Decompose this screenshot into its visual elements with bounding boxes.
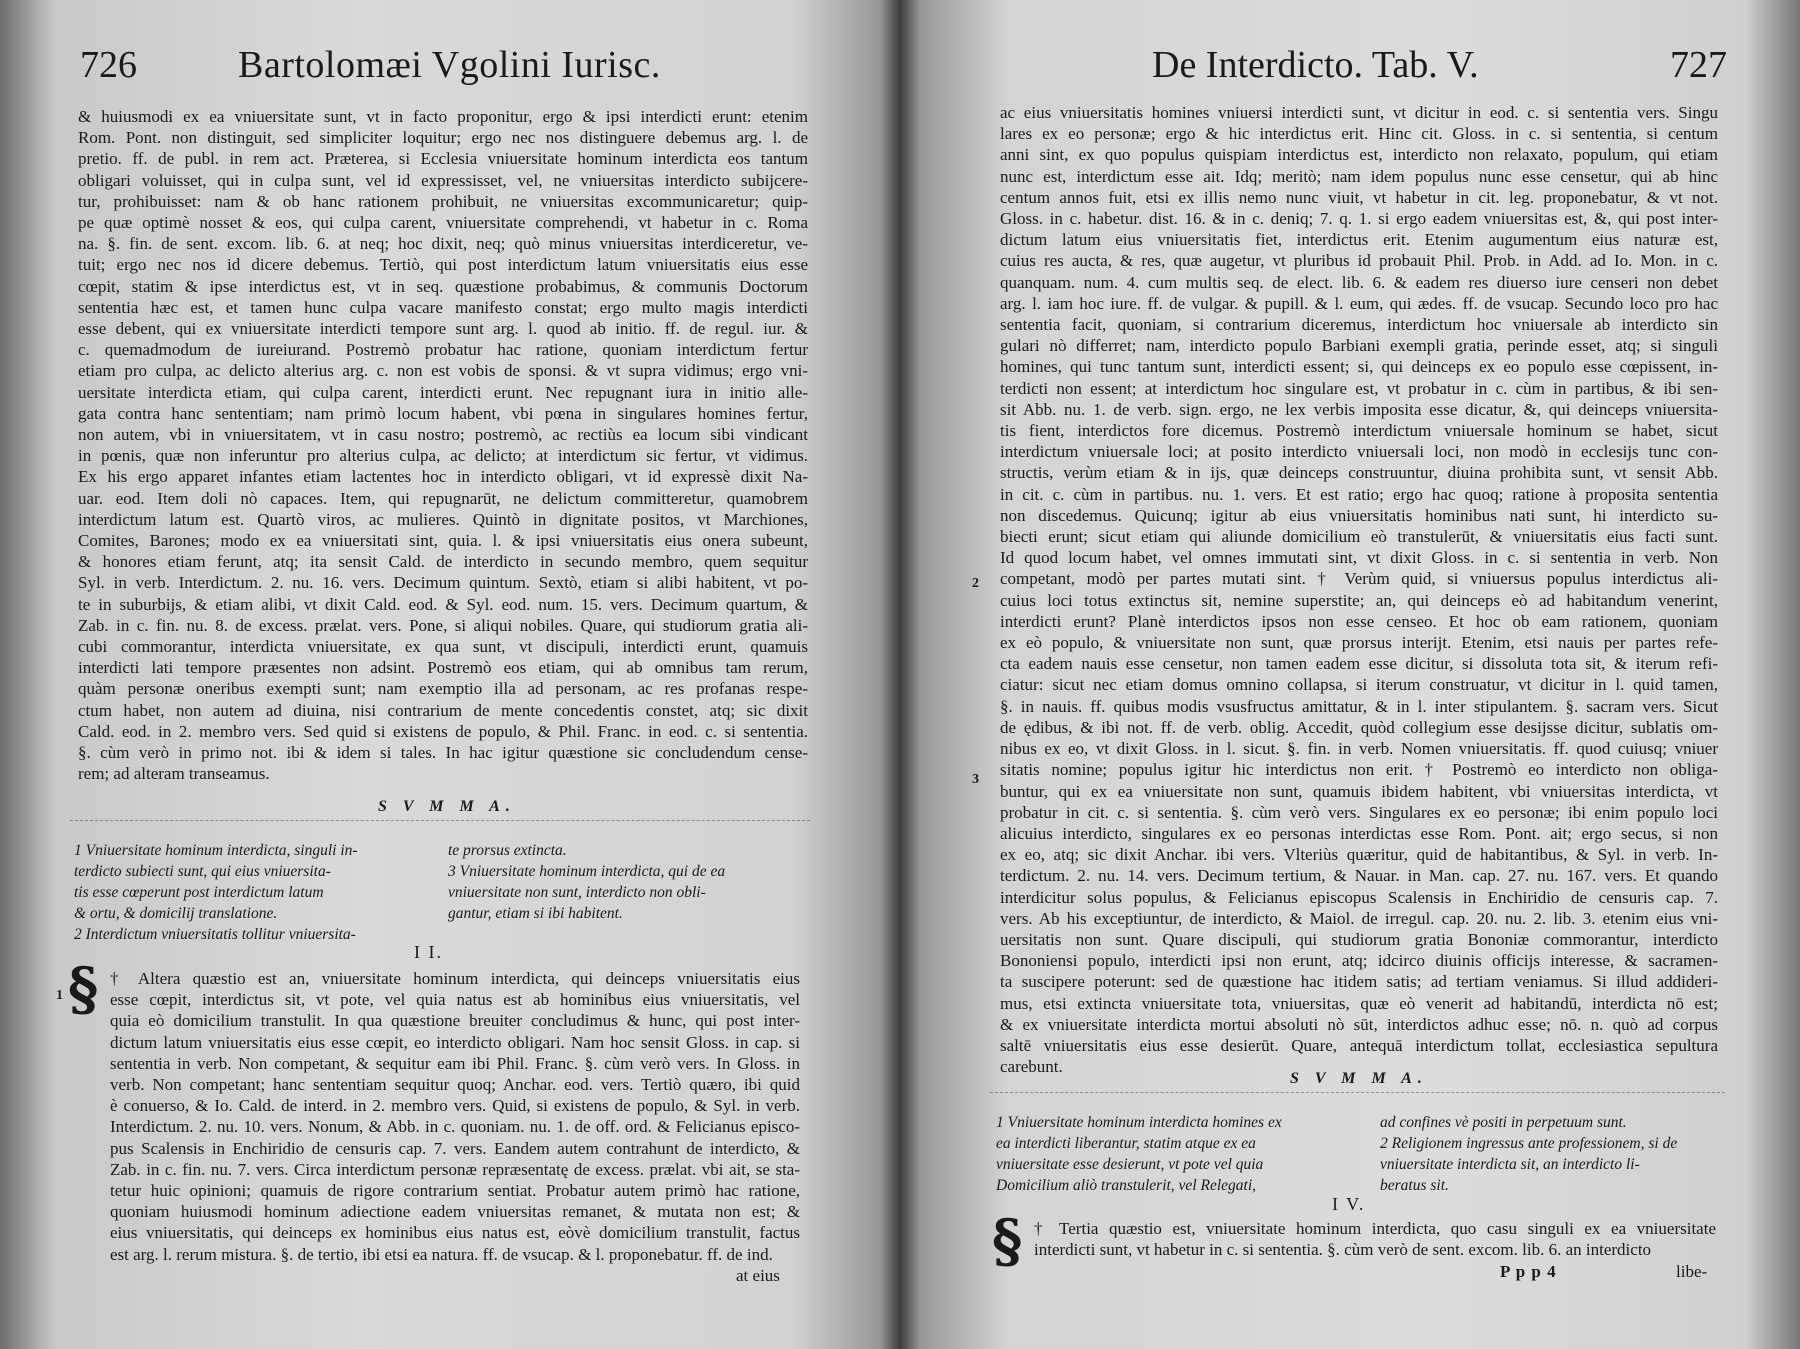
text-line: quàm personæ oneribus exempti sunt; nam exemptio illa ad personam, ac res profanas respe-: [78, 679, 808, 699]
text-line: interdicitur solus populus, & Felicianus episcopus Scalensis in Enchiridio de censuris cap. 7.: [1000, 887, 1718, 907]
text-line: uersitatis non sunt. Quare discipuli, qui studiorum gratia Bononiæ commorantur, interdicto: [1000, 929, 1718, 949]
text-line: cœpit, statim & ipse interdictus est, vt in seq. quæstione probabimus, & communis Doctorum: [78, 276, 808, 296]
text-line: Comites, Barones; modo ex ea vniuersitati sint, quia. l. & ipsi vniuersitatis eius onera subeunt,: [78, 531, 808, 551]
summa-line: beratus sit.: [1380, 1177, 1449, 1194]
text-line: Zab. in c. fin. nu. 7. vers. Circa interdictum personæ repræsentatę de excess. prælat. vbi ait, se sta-: [110, 1159, 800, 1179]
text-line: tuit; ergo nec nos id dicere debemus. Tertiò, qui post interdictum latum vniuersitatis eius esse: [78, 255, 808, 275]
text-line: & huiusmodi ex ea vniuersitate sunt, vt in facto proponitur, ergo & ipsi interdicti erunt: etenim: [78, 107, 808, 126]
summa-line: Domicilium aliò transtulerit, vel Relegati,: [996, 1177, 1257, 1194]
right-section-text: [1034, 1218, 1716, 1260]
text-line: lares ex eo personæ; ergo & hic interdictus erit. Hinc cit. Gloss. in c. si sententia, si centum: [1000, 124, 1718, 144]
text-line: in cit. c. cùm in partibus. nu. 1. vers. Et est ratio; ergo hac quoq; ratione à proposita sententia: [1000, 484, 1718, 504]
summa-line: 3 Vniuersitate hominum interdicta, qui de ea: [448, 863, 726, 880]
text-line: cuius res aucta, & res, quæ augetur, vt pluribus id probauit Phil. Prob. in Add. ad Io. Mon. in c.: [1000, 251, 1718, 271]
text-line: nunc est, interdictum esse ait. Idq; meritò; nam idem populus nunc esse censetur, qui ab hinc: [1000, 166, 1718, 186]
right-summa-column-1: [996, 1112, 1376, 1196]
right-signature-mark: P p p 4: [1500, 1262, 1557, 1281]
summa-line: tis esse cœperunt post interdictum latum: [74, 884, 324, 901]
text-line: pus Scalensis in Enchiridio de censuris cap. 7. vers. Eandem autem contrahunt de interdicto, &: [110, 1138, 800, 1158]
text-line: Ex his ergo apparet infantes etiam lactentes hoc in interdicto obligari, vt id expressè dixit Na-: [78, 467, 808, 487]
summa-line: vniuersitate interdicta sit, an interdicto li-: [1380, 1156, 1640, 1173]
summa-line: vniuersitate esse desierunt, vt pote vel quia: [996, 1156, 1264, 1173]
text-line: Id quod locum habet, vel omnes immutati sint, vt dixit Gloss. in c. si sententia in verb. Non: [1000, 548, 1718, 568]
text-line: interdictum latum est. Quartò viros, ac mulieres. Quintò in dignitate positos, vt Marchiones,: [78, 509, 808, 529]
text-line: §. cùm verò in primo not. ibi & idem si tales. In hac igitur quæstione sic concludendum cense-: [78, 743, 808, 763]
text-line: tetur huic opinioni; quamuis de rigore contrarium sentiat. Probatur autem primò hac ratione,: [110, 1181, 800, 1201]
summa-line: ea interdicti liberantur, statim atque ex ea: [996, 1135, 1256, 1152]
text-line: mus, etsi extincta vniuersitate tota, vniuersitas, quæ eò venerit ad habitandū, interdicta nō est;: [1000, 993, 1718, 1013]
left-summa-rule: [70, 820, 810, 821]
left-paragraph-sign: §: [68, 955, 99, 1023]
text-line: biecti erunt; sicut etiam qui aliunde domicilium eò transtulerūt, & vniuersitatis eius facti sunt.: [1000, 527, 1718, 547]
text-line: non discedemus. Quicunq; igitur ab eius vniuersitatis hominibus nati sunt, hi interdicto su-: [1000, 505, 1718, 525]
summa-line: terdicto subiecti sunt, qui eius vniuersita-: [74, 863, 331, 880]
left-section-number: I I.: [414, 942, 443, 962]
text-line: ex eò populo, & vniuersitate non sunt, quæ prorsus interijt. Etenim, etsi nauis per partes refe-: [1000, 633, 1718, 653]
text-line: sit Abb. nu. 1. de verb. sign. ergo, ne lex verbis imposita esse dicatur, &, qui deinceps vniuersita-: [1000, 399, 1718, 419]
text-line: interdictum vniuersale loci; at posito interdicto vniuersali loci, non modò in ecclesijs tunc con-: [1000, 442, 1718, 462]
text-line: sententia facit, quoniam, si contrarium diceremus, interdictum hoc vniuersale ab interdicto sin: [1000, 315, 1718, 335]
text-line: Cald. eod. in 2. membro vers. Sed quid si existens de populo, & Phil. Franc. in eod. c. si sententia.: [78, 721, 808, 741]
text-line: saltē vniuersitatis eius esse desierūt. Quare, antequā interdictum tollat, ecclesiastica sepultura: [1000, 1035, 1718, 1055]
text-line: uersitate interdicta etiam, qui culpa carent, interdicti erunt. Nec repugnant iura in initio alle-: [78, 382, 808, 402]
text-line: structis, verùm etiam & in ijs, quæ deinceps construuntur, diuina prohibita sunt, vt sensit Abb.: [1000, 463, 1718, 483]
text-line: obligari voluisset, qui in culpa sunt, vel id expressisset, vel, ne vniuersitas interdicto subijcere-: [78, 170, 808, 190]
text-line: gata contra hanc sententiam; nam primò locum habent, vbi pœna in singulares homines fertur,: [78, 403, 808, 423]
text-line: carebunt.: [1000, 1057, 1063, 1077]
text-line: Rom. Pont. non distinguit, sed simpliciter loquitur; ergo nec nos distinguere debemus arg. l. de: [78, 128, 808, 148]
text-line: interdicti erunt? Planè interdictos ipsos non esse censeo. Et hoc ob eam rationem, quoniam: [1000, 611, 1718, 631]
text-line: vers. Ab his exceptiuntur, de interdicto, & Maiol. de irregul. cap. 20. nu. 2. lib. 3. etenim eius vni-: [1000, 908, 1718, 928]
text-line: tis fient, interdictos fore dicemus. Postremò interdictum vniuersale hominum se habet, sicut: [1000, 421, 1718, 441]
text-line: cta eadem nauis esse censetur, non tamen eadem esse dicitur, si dissoluta tota sit, & iterum refi-: [1000, 654, 1718, 674]
summa-line: vniuersitate non sunt, interdicto non obli-: [448, 884, 706, 901]
text-line: est arg. l. rerum mistura. §. de tertio, ibi etsi ea natura. ff. de vsucap. & l. proponebatur. ff. de ind.: [110, 1244, 773, 1264]
right-summa-title: S V M M A.: [1290, 1070, 1428, 1087]
text-line: eius vniuersitatis, qui deinceps ex hominibus eius natus est, eòvè domicilium transtulit, factus: [110, 1223, 800, 1243]
text-line: esse debent, qui ex vniuersitate interdicti tempore sunt arg. l. quod ab initio. ff. de regul. iur. &: [78, 319, 808, 339]
text-line: in pœnis, quæ non inferuntur pro alterius culpa, ac delicto; at interdictum sic fertur, vt vidimus.: [78, 446, 808, 466]
text-line: Gloss. in c. habetur. dist. 16. & in c. deniq; 7. q. 1. si ergo eadem vniuersitas est, &, qui post inter-: [1000, 209, 1718, 229]
text-line: quoniam huiusmodi hominum adiectione eadem vniuersitas remanet, & mutata non est; &: [110, 1202, 800, 1222]
left-folio-number: 726: [80, 44, 137, 86]
text-line: centum annos fuit, etsi ex illis nemo nunc viuit, vt habetur in cit. leg. proponebatur, & vt not.: [1000, 187, 1718, 207]
text-line: §. in nauis. ff. quibus modis vsusfructus amittatur, & in l. inter stipulantem. §. sacram vers. Sicut: [1000, 696, 1718, 716]
text-line: cubi commorantur, interdicta vniuersitate, ex qua sunt, vt discipuli, interdicti erunt, quamuis: [78, 637, 808, 657]
text-line: interdicti sunt, vt habetur in c. si sententia. §. cùm verò de sent. excom. lib. 6. an interdicto: [1034, 1240, 1652, 1260]
text-line: anni sint, ex quo populus quispiam interdictus est, interdicto non relaxato, populum, qui etiam: [1000, 145, 1718, 165]
text-line: & honores etiam ferunt, atq; ita sensit Cald. de interdicto in secundo membro, quem sequitur: [78, 552, 808, 572]
left-margin-note-1: 1: [56, 988, 63, 1003]
text-line: tur, prohibuisset: nam & ob hanc rationem prohibuit, ne vniuersitas excommunicaretur; quip-: [78, 191, 808, 211]
text-line: esse cœpit, interdictus sit, vt pote, vel quia natus est ab hominibus eius vniuersitatis, vel: [110, 990, 800, 1010]
text-line: ex eo, atq; sic dixit Anchar. ibi vers. Vlteriùs quæritur, quid de habitantibus, & Syl. in verb. In-: [1000, 845, 1718, 865]
text-line: Interdictum. 2. nu. 10. vers. Nonum, & Abb. in c. quoniam. nu. 1. de off. ord. & Felicianus episco-: [110, 1117, 800, 1137]
summa-line: & ortu, & domicilij translatione.: [74, 905, 278, 922]
text-line: ciatur: sicut nec etiam domus omnino collapsa, si iterum construatur, vt dicitur in l. quid tamen,: [1000, 675, 1718, 695]
text-line: ac eius vniuersitatis homines vniuersi interdicti sunt, vt dicitur in eod. c. si sententia vers. Singu: [1000, 103, 1718, 122]
text-line: Syl. in verb. Interdictum. 2. nu. 16. vers. Decimum quintum. Sextò, etiam si alibi habitent, vt po-: [78, 573, 808, 593]
text-line: sententia in verb. Non competant, & sequitur eam ibi Phil. Franc. §. cùm verò vers. In Gloss. in: [110, 1053, 800, 1073]
text-line: è conuerso, & Io. Cald. de interd. in 2. membro vers. Quid, si existens de populo, & Syl. in verb.: [110, 1096, 800, 1116]
text-line: dictum latum eius vniuersitatis fiet, interdictus erit. Etenim augumentum eius naturæ est,: [1000, 230, 1718, 250]
text-line: rem; ad alteram transeamus.: [78, 764, 270, 784]
summa-line: 1 Vniuersitate hominum interdicta homines ex: [996, 1114, 1282, 1131]
right-running-head: De Interdicto. Tab. V.: [1152, 44, 1479, 86]
text-line: Zab. in c. fin. nu. 8. de excess. prælat. vers. Pone, si aliqui nobiles. Quare, qui studiorum gratia ali-: [78, 615, 808, 635]
text-line: uar. eod. Item doli nò capaces. Item, qui repugnarūt, ne delictum committeretur, quamobrem: [78, 488, 808, 508]
left-main-text: [78, 106, 808, 785]
text-line: non autem, vbi in vniuersitatem, vt in casu nostro; postremò, ac rectiùs ea locum sibi vindicant: [78, 425, 808, 445]
text-line: verb. Non competant; hanc sententiam sequitur quoq; Anchar. eod. vers. Tertiò quæro, ibi quid: [110, 1075, 800, 1095]
text-line: de ędibus, & ibi not. ff. de verb. oblig. Accedit, quòd collegium esse desijsse dicitur, sublatis om-: [1000, 717, 1718, 737]
text-line: quia eò domicilium transtulit. In qua quæstione breuiter concludimus & hunc, qui post inter-: [110, 1011, 800, 1031]
summa-line: gantur, etiam si ibi habitent.: [448, 905, 623, 922]
summa-line: ad confines vè positi in perpetuum sunt.: [1380, 1114, 1627, 1131]
summa-line: 1 Vniuersitate hominum interdicta, singuli in-: [74, 842, 358, 859]
text-line: & ex vniuersitate interdicta mortui absoluti nò sūt, interdictos adhuc esse; nō. n. quò ad corpus: [1000, 1014, 1718, 1034]
text-line: terdictum. 2. nu. 14. vers. Decimum tertium, & Nauar. in Man. cap. 27. nu. 167. vers. Et quando: [1000, 866, 1718, 886]
text-line: gulari nò differret; nam, interdicto populo Barbiani exempli gratia, perinde esset, atq; si singuli: [1000, 336, 1718, 356]
text-line: alicuius interdicto, singulares ex eo personas interdictas esse Rom. Pont. ait; ergo secus, si non: [1000, 823, 1718, 843]
text-line: terdicti non essent; at interdictum hoc singulare est, vt probatur in c. cùm in partibus, & ibi sen-: [1000, 378, 1718, 398]
text-line: sitatis nomine; populus igitur hic interdictus non erit. † Postremò eo interdicto non obliga-: [1000, 760, 1718, 780]
right-margin-note-3: 3: [972, 772, 979, 787]
summa-line: te prorsus extincta.: [448, 842, 567, 859]
text-line: interdicti lati tempore præsentes non adsint. Postremò eos etiam, qui ab omnibus tam rerum,: [78, 658, 808, 678]
text-line: cuius loci totus extinctus sit, nemine superstite; an, qui deinceps eò ad habitandum venerint,: [1000, 590, 1718, 610]
right-folio-number: 727: [1670, 44, 1727, 86]
text-line: † Tertia quæstio est, vniuersitate hominum interdicta, quo casu singuli ex ea vniuersitate: [1034, 1219, 1716, 1238]
left-summa-column-1: [74, 840, 434, 945]
text-line: quanquam. num. 4. cum multis seq. de elect. lib. 6. & eadem res diuerso iure censeri non debet: [1000, 272, 1718, 292]
text-line: ctum habet, non autem ad diuina, nisi contrarium de mente concedentis constet, atq; sic dixit: [78, 700, 808, 720]
right-main-text: [1000, 102, 1718, 1077]
text-line: c. quemadmodum de iureiurand. Postremò probatur hac ratione, quoniam interdictum fertur: [78, 340, 808, 360]
text-line: homines, qui tunc tantum sunt, interdicti essent; si, qui deinceps ex eo populo esse cœpissent, in-: [1000, 357, 1718, 377]
right-catchword: libe-: [1676, 1262, 1708, 1281]
text-line: buntur, qui ex ea vniuersitate non sunt, quamuis ibidem habitent, vbi vniuersitas interdicta, vt: [1000, 781, 1718, 801]
text-line: † Altera quæstio est an, vniuersitate hominum interdicta, qui deinceps vniuersitatis eius: [110, 969, 800, 988]
summa-line: 2 Religionem ingressus ante professionem, si de: [1380, 1135, 1678, 1152]
right-paragraph-sign: §: [992, 1207, 1023, 1275]
text-line: arg. l. iam hoc iure. ff. de vulgar. & pupill. & l. eum, qui ædes. ff. de vsucap. Secundo loco pro hac: [1000, 293, 1718, 313]
text-line: na. §. fin. de sent. excom. lib. 6. at neq; hoc dixit, neq; quò minus vniuersitas interdiceretur, ve-: [78, 234, 808, 254]
text-line: sententia hæc est, et tamen hunc culpa vacare manifesto constat; ergo multo magis interdicti: [78, 297, 808, 317]
text-line: pretio. ff. de publ. in rem act. Præterea, si Ecclesia vniuersitate hominum interdicta eos tantum: [78, 149, 808, 169]
right-page: [900, 0, 1800, 1349]
text-line: nibus ex eo, vt dixit Gloss. in l. sicut. §. fin. in verb. Nomen vniuersitatis. ff. quod cuiusq; vniuer: [1000, 739, 1718, 759]
text-line: pe quæ optimè nosset & eos, qui culpa carent, vniuersitate comprehendi, vt habetur in c. Roma: [78, 213, 808, 233]
left-section-text: [110, 968, 800, 1265]
text-line: competant, modò per partes mutati sint. † Verùm quid, si vniuersus populus interdictus ali-: [1000, 569, 1718, 589]
left-summa-title: S V M M A.: [378, 798, 516, 815]
text-line: ta suscipere poterunt: sed de quæstione hac itidem satis; ad tertiam veniamus. Si illud addideri-: [1000, 972, 1718, 992]
right-section-number: I V.: [1332, 1194, 1366, 1214]
right-summa-column-2: [1380, 1112, 1725, 1196]
left-catchword: at eius: [736, 1266, 780, 1285]
text-line: Bononiensi populo, interdicti ipsi non erunt, atq; idcirco diuinis officijs interesse, & sacramen-: [1000, 951, 1718, 971]
text-line: dictum latum vniuersitatis eius esse cœpit, eo interdicto obligari. Nam hoc sensit Gloss. in cap. si: [110, 1032, 800, 1052]
left-summa-column-2: [448, 840, 818, 924]
right-summa-rule: [990, 1092, 1725, 1093]
right-margin-note-2: 2: [972, 576, 979, 591]
text-line: probatur in cit. c. si sententia. §. cùm verò vers. Singulares ex eo personæ; ibi enim populo loci: [1000, 802, 1718, 822]
summa-line: 2 Interdictum vniuersitatis tollitur vniuersita-: [74, 926, 356, 943]
text-line: etiam pro culpa, ac delicto alterius arg. c. non est vobis de sponsi. & vt supra vidimus; ergo vni-: [78, 361, 808, 381]
left-running-head: Bartolomæi Vgolini Iurisc.: [238, 44, 661, 86]
text-line: te in suburbijs, & etiam alibi, vt dixit Cald. eod. & Syl. eod. num. 15. vers. Decimum quartum, &: [78, 594, 808, 614]
